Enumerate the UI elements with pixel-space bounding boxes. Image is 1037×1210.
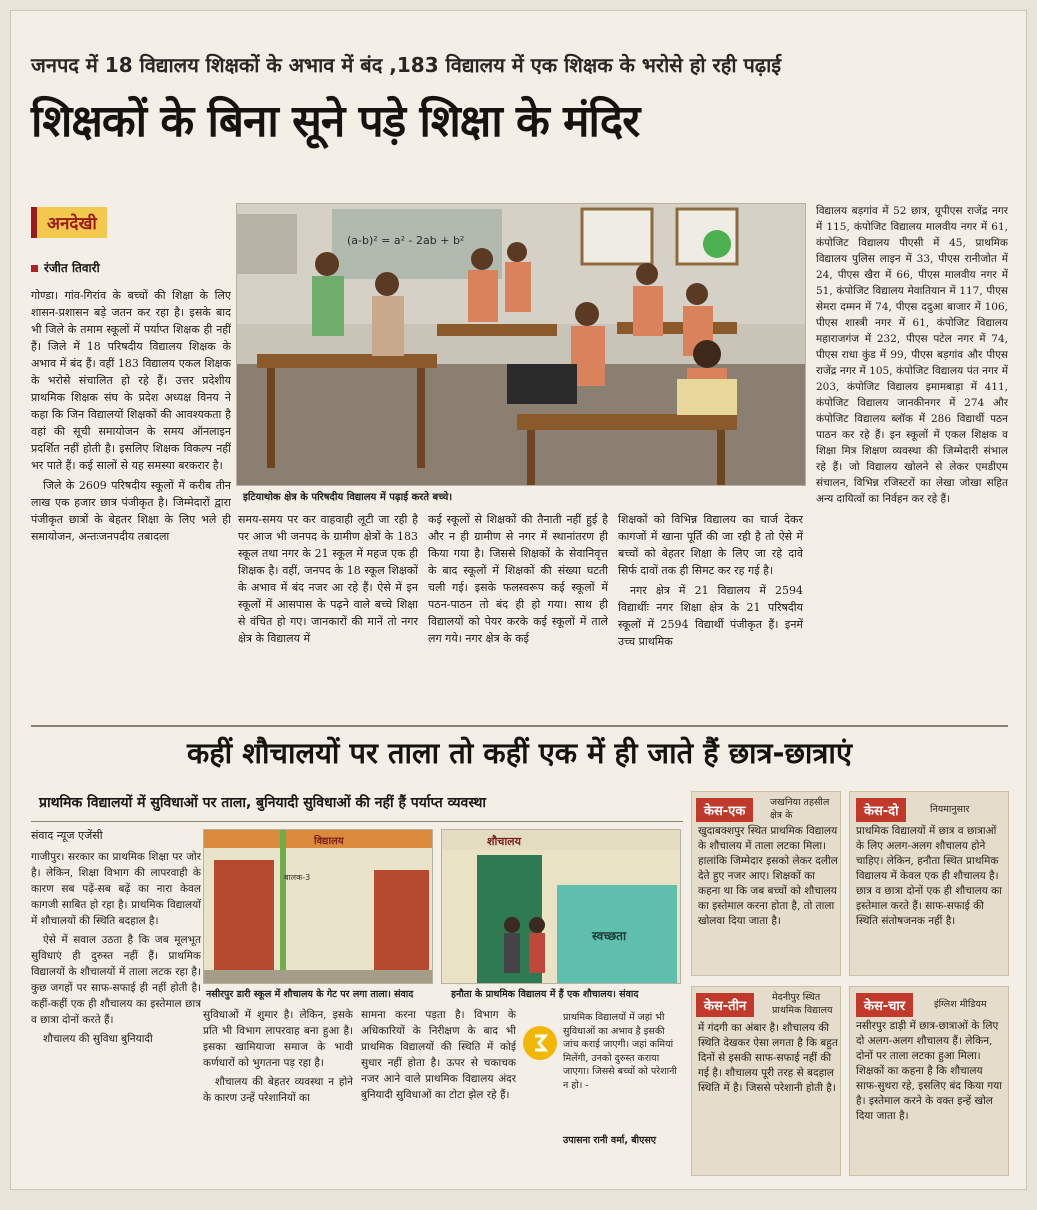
case-three-text: में गंदगी का अंबार है। शौचालय की स्थिति देखकर ऐसा लगता है कि बहुत दिनों से इसकी साफ-सफाई नहीं की गई है। शौचालय पूरी तरह से बदहाल स्थिति में है। जिससे परेशानी होती है। xyxy=(698,1022,838,1094)
newspaper-page xyxy=(10,10,1027,1190)
second-story-column-2 xyxy=(203,1007,353,1179)
paragraph: शौचालय की बेहतर व्यवस्था न होने के कारण उन्हें परेशानियों का xyxy=(203,1076,353,1104)
wall-text: स्वच्छता xyxy=(592,929,627,943)
top-story-column-3 xyxy=(428,511,608,716)
byline-marker-icon xyxy=(31,265,38,272)
top-story-column-2 xyxy=(238,511,418,716)
paragraph: शौचालय की सुविधा बुनियादी xyxy=(43,1033,153,1045)
second-story-byline: संवाद न्यूज एजेंसी xyxy=(31,829,103,842)
quote-attribution: उपासना रानी वर्मा, बीएसए xyxy=(563,1135,657,1146)
toilet-sign-text: शौचालय xyxy=(487,835,522,848)
quote-text: प्राथमिक विद्यालयों में जहां भी सुविधाओं का अभाव है इसकी जांच कराई जाएगी। जहां कमियां मिलेंगी, उनको दुरुस्त कराया जाएगा। जिससे बच्चों को परेशानी न हो। - xyxy=(563,1012,677,1091)
photo2-caption: हनौता के प्राथमिक विद्यालय में हैं एक शौचालय। संवाद xyxy=(451,989,639,1000)
case-box-three xyxy=(691,986,841,1176)
case-box-two xyxy=(849,791,1009,976)
byline-name: रंजीत तिवारी xyxy=(44,261,100,275)
quote-icon xyxy=(523,1026,557,1060)
wall-sign-text: विद्यालय xyxy=(314,836,344,847)
top-story-column-4 xyxy=(618,511,803,716)
locked-toilet-photo xyxy=(203,829,433,984)
case-four-place: इंग्लिश मीडियम xyxy=(934,999,987,1010)
case-one-label: केस-एक xyxy=(696,798,753,822)
subhead-underline xyxy=(31,821,683,822)
section-divider xyxy=(31,725,1008,727)
paragraph: सामना करना पड़ता है। विभाग के अधिकारियों के निरीक्षण के बाद भी प्राथमिक विद्यालयों की स्थिति में कोई सुधार नहीं होता है। ऊपर से चकाचक नजर आने वाले प्राथमिक विद्यालय अंदर बुनियादी सुविधाओं का टोटा झेल रहे हैं। xyxy=(361,1009,516,1101)
locked-toilet-illustration xyxy=(204,830,433,984)
case-three-place: मेदनीपुर स्थित प्राथमिक विद्यालय xyxy=(772,992,833,1016)
photo-caption: इटियाथोक क्षेत्र के परिषदीय विद्यालय में पढ़ाई करते बच्चे। xyxy=(243,492,453,503)
paragraph: शिक्षकों को विभिन्न विद्यालय का चार्ज देकर कागजों में खाना पूर्ति की जा रही है तो ऐसे में बच्चों को बेहतर शिक्षा के लिए जा रहे दावे सिर्फ दावों तक ही सिमट कर रह गई है। xyxy=(618,513,803,577)
case-four-text: नसीरपुर डाड़ी में छात्र-छात्राओं के लिए दो अलग-अलग शौचालय हैं। लेकिन, दोनों पर ताला लटका हुआ मिला। शिक्षकों का कहना है कि शौचालय साफ-सुथरा रहे, इसलिए बंद किया गया है। इस्तेमाल करने के वक्त इन्हें खोल दिया जाता है। xyxy=(856,1020,1002,1122)
paragraph: जिले के 2609 परिषदीय स्कूलों में करीब तीन लाख एक हजार छात्र पंजीकृत है। जिम्मेदारों द्वारा पंजीकृत छात्रों के बेहतर शिक्षा के लिए भले ही समायोजन, अन्तःजनपदीय तबादला xyxy=(31,479,231,543)
case-two-label: केस-दो xyxy=(856,798,906,822)
case-box-four xyxy=(849,986,1009,1176)
case-box-one xyxy=(691,791,841,976)
paragraph: गाजीपुर। सरकार का प्राथमिक शिक्षा पर जोर है। लेकिन, शिक्षा विभाग की लापरवाही के कारण सब पढ़ें-सब बढ़ें का नारा केवल कागजी साबित हो रहा है। प्राथमिक विद्यालयों में शौचालयों की स्थिति बदहाल है। xyxy=(31,851,201,927)
blackboard-text: (a-b)² = a² - 2ab + b² xyxy=(347,234,465,247)
case-two-place: नियमानुसार xyxy=(930,804,970,815)
paragraph: नगर क्षेत्र में 21 विद्यालय में 2594 विद्यार्थीः नगर शिक्षा क्षेत्र के 21 परिषदीय स्कूलों में 2594 विद्यार्थी पंजीकृत हैं। इनमें उच्च प्राथमिक xyxy=(618,584,803,648)
section-tag: अनदेखी xyxy=(31,207,107,238)
top-story-headline: शिक्षकों के बिना सूने पड़े शिक्षा के मंदिर xyxy=(31,96,640,147)
paragraph: सुविधाओं में शुमार है। लेकिन, इसके प्रति भी विभाग लापरवाह बना हुआ है। इसका खामियाजा समाज के भावी कर्णधारों को भुगतना पड़ रहा है। xyxy=(203,1009,353,1069)
classroom-photo xyxy=(236,203,806,486)
door-mark-text: बालक-3 xyxy=(284,873,311,882)
byline xyxy=(31,259,211,276)
paragraph: गोण्डा। गांव-गिरांव के बच्चों की शिक्षा के लिए शासन-प्रशासन बड़े जतन कर रहा है। इसके बाद भी जिले के तमाम स्कूलों में पर्याप्त शिक्षक ही नहीं हैं। जिले में 18 परिषदीय विद्यालय शिक्षक के अभाव में बंद हैं। वहीं 183 विद्यालय एकल शिक्षक के भरोसे संचालित हो रहे हैं। उत्तर प्रदेशीय प्राथमिक शिक्षक संघ के प्रदेश अध्यक्ष विनय ने कहा कि जिन विद्यालयों शिक्षकों की आवश्यकता है वहां की सूची समायोजन के समय ऑनलाइन प्रदर्शित नहीं होती है। इसलिए शिक्षक विकल्प नहीं भर पाते हैं। कई सालों से यह समस्या बरकरार है। xyxy=(31,289,231,472)
second-story-column-3 xyxy=(361,1007,516,1179)
second-story-column-1 xyxy=(31,849,201,1179)
case-four-label: केस-चार xyxy=(856,993,913,1017)
case-one-place: जखनिया तहसील क्षेत्र के xyxy=(770,797,830,821)
photo1-caption: नसीरपुर डारी स्कूल में शौचालय के गेट पर लगा ताला। संवाद xyxy=(206,989,414,1000)
single-toilet-photo xyxy=(441,829,681,984)
paragraph: विद्यालय बड़गांव में 52 छात्र, यूपीएस राजेंद्र नगर में 115, कंपोजिट विद्यालय मालवीय नगर में 61, कंपोजिट विद्यालय पीएसी में 45, प्राथमिक विद्यालय पुलिस लाइन में 33, पीएस रानीजोत में 24, पीएस खैरा में 66, पीएस मालवीय नगर में 51, कंपोजिट विद्यालय मेवातियान में 117, पीएस सेमरा दम्मन में 74, पीएस ददुआ बाजार में 106, पीएस शास्त्री नगर में 61, कंपोजिट विद्यालय महाराजगंज में 232, पीएस पटेल नगर में 74, पीएस राधा कुंड में 99, पीएस बड़गांव और पीएस राजेंद्र नगर में 105, कंपोजिट विद्यालय पंत नगर में 203, कंपोजिट विद्यालय इमामबाड़ा में 411, कंपोजिट विद्यालय जानकीनगर में 274 और कंपोजिट विद्यालय ब्लॉक में 286 विद्यार्थी पठन पाठन कर रहे हैं। इन स्कूलों में एकल शिक्षक व शिक्षा मित्र शिक्षण व्यवस्था की जिम्मेदारी संभाल रहे हैं। जो विद्यालय खोलने से लेकर एमडीएम संचालन, विभिन्न रजिस्टरों का लेखा जोखा सहित अन्य दायित्वों का निर्वहन कर रहे हैं। xyxy=(816,205,1008,505)
top-story-column-1 xyxy=(31,287,231,717)
top-story-column-5 xyxy=(816,203,1008,716)
second-story-subhead: प्राथमिक विद्यालयों में सुविधाओं पर ताला, बुनियादी सुविधाओं की नहीं हैं पर्याप्त व्यवस्था xyxy=(39,795,487,811)
top-story-kicker: जनपद में 18 विद्यालय शिक्षकों के अभाव में बंद ,183 विद्यालय में एक शिक्षक के भरोसे हो रही पढ़ाई xyxy=(31,53,782,77)
classroom-illustration xyxy=(237,204,806,486)
paragraph: समय-समय पर कर वाहवाही लूटी जा रही है पर आज भी जनपद के ग्रामीण क्षेत्रों के 183 स्कूल तथा नगर के 21 स्कूल में महज एक ही शिक्षक है। वहीं, जनपद के 18 स्कूल शिक्षकों के अभाव में बंद नजर आ रहे हैं। ऐसे में इन स्कूलों में आसपास के पढ़ने वाले बच्चे शिक्षा से वंचित हो गए। जानकारों की मानें तो नगर क्षेत्र के विद्यालय में xyxy=(238,513,418,645)
paragraph: कई स्कूलों से शिक्षकों की तैनाती नहीं हुई है और न ही ग्रामीण से नगर में स्थानांतरण ही किया गया है। जिससे शिक्षकों के सेवानिवृत्त के बाद स्कूलों में शिक्षकों की संख्या घटती चली गई। इसके फलस्वरूप कई स्कूलों में पठन-पाठन तो बंद ही हो गया। साथ ही विद्यालयों को पेयर करके कई स्कूलों में ताले लग गये। नगर क्षेत्र के कई xyxy=(428,513,608,645)
case-one-text: खुदाबक्शपुर स्थित प्राथमिक विद्यालय के शौचालय में ताला लटका मिला। हालांकि जिम्मेदार इसको लेकर दलील देते हुए नजर आए। शिक्षकों का कहना था कि जब बच्चों को शौचालय का इस्तेमाल करना होता है, तो ताला खोलवा दिया जाता है। xyxy=(698,825,838,927)
second-story-headline: कहीं शौचालयों पर ताला तो कहीं एक में ही जाते हैं छात्र-छात्राएं xyxy=(187,736,852,770)
case-two-text: प्राथमिक विद्यालयों में छात्र व छात्राओं के लिए अलग-अलग शौचालय होने चाहिए। लेकिन, हनौता स्थित प्राथमिक विद्यालय में केवल एक ही शौचालय है। छात्र व छात्रा दोनों एक ही शौचालय का इस्तेमाल करते हैं। साफ-सफाई की स्थिति संतोषजनक नहीं है। xyxy=(856,825,1002,927)
case-three-label: केस-तीन xyxy=(696,993,754,1017)
official-quote-box xyxy=(523,1011,683,1161)
paragraph: ऐसे में सवाल उठता है कि जब मूलभूत सुविधाएं ही दुरुस्त नहीं हैं। प्राथमिक विद्यालयों के शौचालयों में ताला लटक रहा है। कुछ जगहों पर साफ-सफाई ही नहीं होती है। कहीं-कहीं एक ही शौचालय का इस्तेमाल छात्र व छात्रा दोनों करते हैं। xyxy=(31,934,201,1026)
single-toilet-illustration xyxy=(442,830,681,984)
